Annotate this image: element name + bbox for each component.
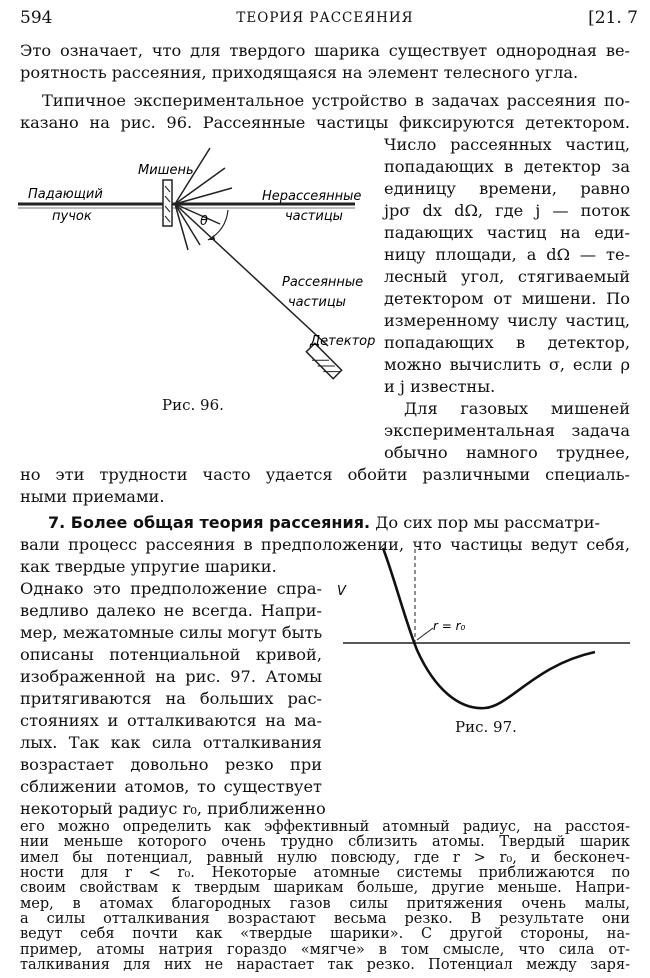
- fig97-text-line: возрастает довольно резко при: [20, 755, 322, 774]
- fig96-text-line: и j известны.: [384, 377, 496, 396]
- fig97-text-line: сближении атомов, то существует: [20, 777, 322, 796]
- body-line: роятность рассеяния, приходящаяся на элемент телесного угла.: [20, 63, 579, 82]
- fig97-text-line: некоторый радиус r₀, приближенно: [20, 799, 326, 818]
- label-scattered-1: Рассеянные: [282, 275, 364, 290]
- label-v: V: [337, 584, 346, 599]
- figure-96-diagram: [10, 140, 380, 400]
- body-line: вали процесс рассеяния в предположении, что частицы ведут себя,: [20, 535, 630, 554]
- body-line: Это означает, что для твердого шарика существует однородная ве-: [20, 41, 630, 60]
- label-theta: θ: [200, 214, 208, 229]
- fig96-text-line: падающих частиц на еди-: [384, 223, 630, 242]
- body-line: но эти трудности часто удается обойти различными специаль-: [20, 465, 630, 484]
- body-line: ными приемами.: [20, 487, 165, 506]
- fig96-text-line: можно вычислить σ, если ρ: [384, 355, 630, 374]
- fig97-text-line: лых. Так как сила отталкивания: [20, 733, 322, 752]
- fig97-text-line: ведливо далеко не всегда. Напри-: [20, 601, 322, 620]
- body-line: имел бы потенциал, равный нулю повсюду, где r > r₀, и бесконеч-: [20, 849, 630, 866]
- section-7-text: До сих пор мы рассматри-: [375, 513, 601, 532]
- section-7-first-line: [48, 512, 630, 534]
- fig97-text-line: мер, межатомные силы могут быть: [20, 623, 323, 642]
- label-incident-1: Падающий: [28, 187, 103, 202]
- fig96-text-line: jpσ dx dΩ, где j — поток: [384, 201, 630, 220]
- fig96-text-line: измеренному числу частиц,: [384, 311, 630, 330]
- body-line: Типичное экспериментальное устройство в задачах рассеяния по-: [42, 91, 630, 110]
- fig96-text-line: ницу площади, а dΩ — те-: [384, 245, 630, 264]
- body-line: казано на рис. 96. Рассеянные частицы фиксируются детектором.: [20, 113, 630, 132]
- fig96-text-line: Для газовых мишеней: [404, 399, 630, 418]
- fig96-text-line: единицу времени, равно: [384, 179, 630, 198]
- body-line: как твердые упругие шарики.: [20, 557, 277, 576]
- body-line: мер, в атомах благородных газов силы притяжения очень малы,: [20, 895, 630, 912]
- label-target: Мишень: [138, 163, 194, 178]
- fig96-text-line: детектором от мишени. По: [384, 289, 630, 308]
- body-line: а силы отталкивания возрастают весьма резко. В результате они: [20, 911, 630, 927]
- fig96-text-line: попадающих в детектор за: [384, 157, 630, 176]
- fig97-text-line: Однако это предположение спра-: [20, 579, 322, 598]
- figure-97-caption: Рис. 97.: [455, 718, 517, 736]
- body-line: его можно определить как эффективный атомный радиус, на расстоя-: [20, 819, 630, 835]
- theta-arc: [208, 210, 228, 240]
- figure-96-caption: Рис. 96.: [162, 396, 224, 414]
- label-r-r0: r = r₀: [433, 619, 466, 633]
- fig96-text-line: лесный угол, стягиваемый: [384, 267, 630, 286]
- running-title: ТЕОРИЯ РАССЕЯНИЯ: [236, 10, 414, 26]
- body-line: своим свойствам к твердым шарикам больше, другие меньше. Напри-: [20, 880, 630, 897]
- body-line: пример, атомы натрия гораздо «мягче» в том смысле, что сила от-: [20, 941, 630, 958]
- fig96-text-line: Число рассеянных частиц,: [384, 135, 630, 154]
- fig96-text-line: попадающих в детектор,: [384, 333, 630, 352]
- label-unscattered-1: Нерассеянные: [262, 189, 362, 204]
- label-unscattered-2: частицы: [285, 209, 343, 224]
- fig96-text-line: обычно намного труднее,: [384, 443, 630, 462]
- fig97-text-line: притягиваются на больших рас-: [20, 689, 322, 708]
- label-detector: Детектор: [310, 334, 376, 349]
- section-ref: [21. 7: [588, 8, 638, 28]
- label-incident-2: пучок: [52, 209, 92, 224]
- body-line: нии меньше которого очень трудно сблизить атомы. Твердый шарик: [20, 834, 630, 851]
- fig96-text-line: экспериментальная задача: [384, 421, 630, 440]
- fig97-text-line: изображенной на рис. 97. Атомы: [20, 667, 322, 686]
- label-scattered-2: частицы: [288, 295, 346, 310]
- section-7-heading: 7. Более общая теория рассеяния.: [48, 513, 371, 532]
- body-line: ведут себя почти как «твердые шарики». С другой стороны, на-: [20, 926, 630, 943]
- fig97-text-line: описаны потенциальной кривой,: [20, 645, 322, 664]
- body-line: талкивания для них не нарастает так резко. Потенциал между заря-: [20, 957, 630, 973]
- figure-97-potential-curve: [335, 540, 635, 720]
- page-number: 594: [20, 8, 53, 28]
- fig97-text-line: стояниях и отталкиваются на ма-: [20, 711, 322, 730]
- body-line: ности для r < r₀. Некоторые атомные системы приближаются по: [20, 865, 630, 881]
